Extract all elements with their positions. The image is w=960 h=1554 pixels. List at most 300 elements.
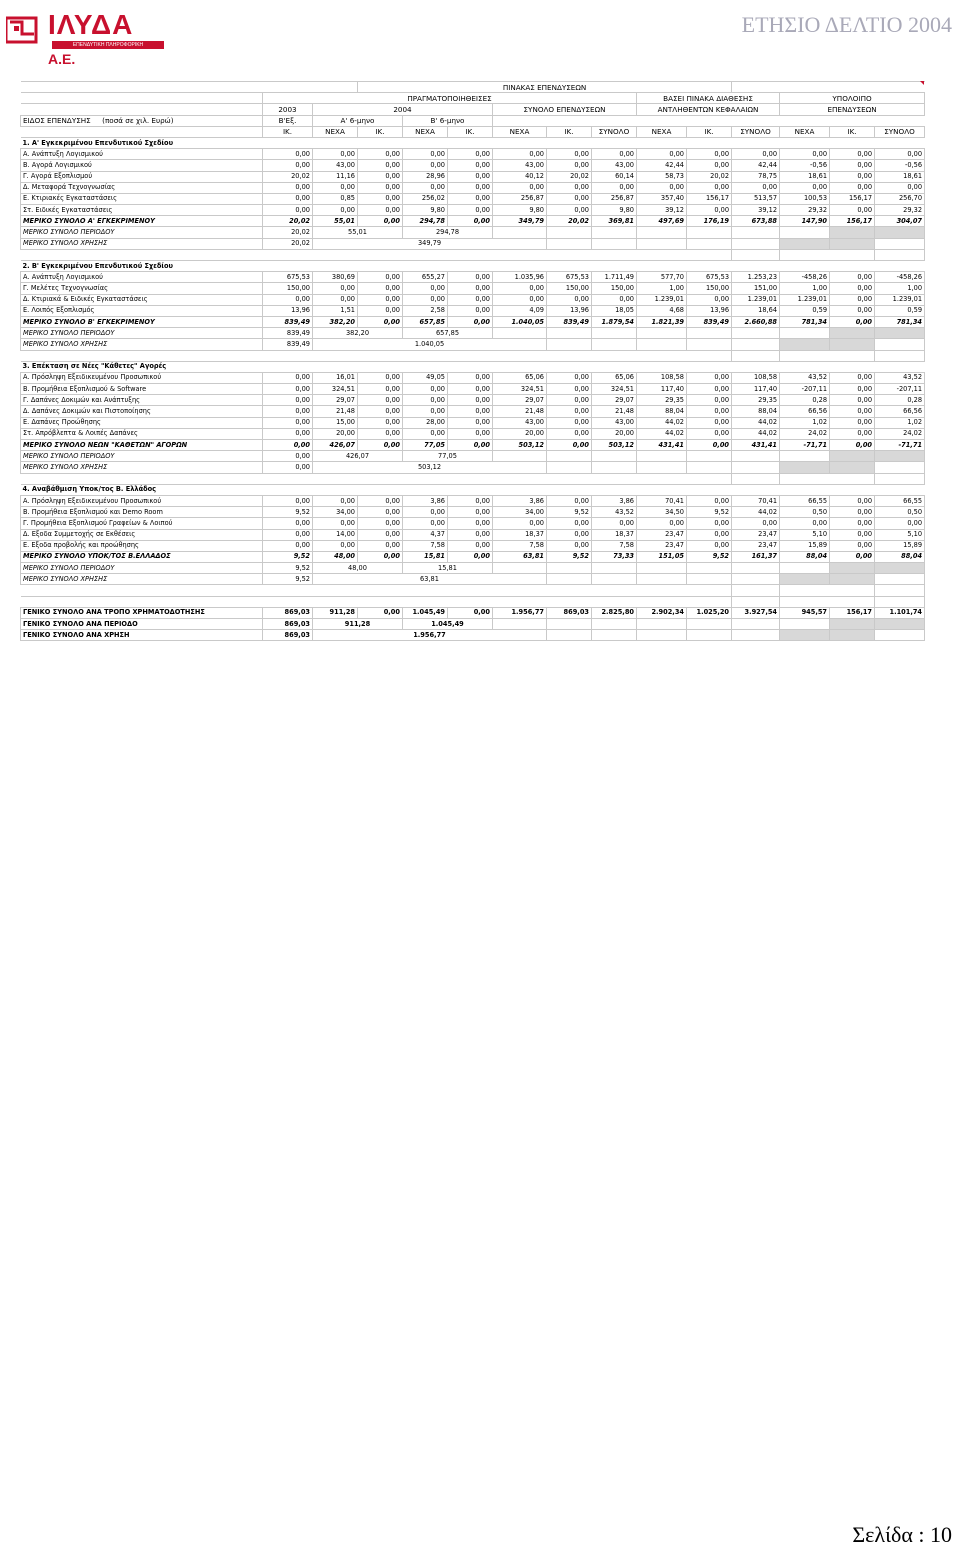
group-remaining-header: ΥΠΟΛΟΙΠΟ [780,93,925,104]
value-cell: 0,00 [830,395,875,406]
blank-cell [637,585,687,596]
value-cell: 0,00 [358,160,403,171]
value-cell: 0,00 [875,149,925,160]
value-cell: 869,03 [263,630,313,641]
value-cell: 0,00 [493,518,547,529]
value-cell: 1.239,01 [637,294,687,305]
value-cell: 0,00 [358,182,403,193]
blank-cell [547,574,592,585]
value-cell: 0,00 [780,149,830,160]
value-cell: 839,49 [263,316,313,327]
blank-cell [732,630,780,641]
value-cell: 839,49 [547,316,592,327]
col-header: ΣΥΝΟΛΟ [732,126,780,137]
usage-total-row [21,339,925,350]
blank-cell [313,585,358,596]
table-row [21,529,925,540]
value-cell: 324,51 [493,384,547,395]
value-cell: 1.821,39 [637,316,687,327]
investment-table [20,81,925,641]
value-cell: 0,00 [313,518,358,529]
value-cell: 40,12 [493,171,547,182]
blank-cell [687,339,732,350]
blank-cell [830,596,875,607]
value-cell: 0,00 [358,551,403,562]
value-cell: 0,00 [830,495,875,506]
value-cell: 0,00 [448,395,493,406]
blank-cell [732,563,780,574]
value-cell: 66,56 [875,406,925,417]
value-cell: 0,00 [403,294,448,305]
blank-cell [637,473,687,484]
value-cell: 382,20 [313,316,358,327]
value-cell: 0,00 [448,193,493,204]
value-cell: 20,02 [547,171,592,182]
table-row [21,428,925,439]
value-cell: 0,00 [448,495,493,506]
value-cell: 1.101,74 [875,607,925,618]
value-cell: 0,00 [448,540,493,551]
value-cell: 0,00 [448,305,493,316]
value-cell: 0,00 [547,149,592,160]
value-cell: 256,02 [403,193,448,204]
value-cell: 0,00 [830,182,875,193]
period-total-row [21,563,925,574]
value-cell: 0,00 [263,372,313,383]
value-cell: 0,00 [830,294,875,305]
value-cell: 21,48 [493,406,547,417]
value-cell: 0,00 [547,518,592,529]
value-cell: 63,81 [313,574,547,585]
col-header: ΣΥΝΟΛΟ [592,126,637,137]
blank-cell [358,249,403,260]
value-cell: 65,06 [493,372,547,383]
table-row [21,518,925,529]
value-cell: 513,57 [732,193,780,204]
value-cell: 43,00 [493,417,547,428]
value-cell: 0,50 [875,507,925,518]
value-cell: 3,86 [592,495,637,506]
semester-a-header: Α' 6-μηνο [313,115,403,126]
value-cell: 0,28 [780,395,830,406]
blank-cell [263,596,313,607]
value-cell: 0,00 [263,451,313,462]
group-remaining-header-2: ΕΠΕΝΔΥΣΕΩΝ [780,104,925,115]
value-cell: 0,00 [592,294,637,305]
value-cell: 0,00 [687,182,732,193]
blank-cell [780,451,830,462]
blank-cell [493,451,547,462]
value-cell: 0,00 [687,540,732,551]
value-cell: 0,00 [263,406,313,417]
col-header: ΙΚ. [830,126,875,137]
value-cell: 0,00 [263,495,313,506]
value-cell: 9,80 [403,205,448,216]
value-cell: 13,96 [687,305,732,316]
blank-cell [780,227,830,238]
usage-total-row [21,238,925,249]
value-cell: 0,00 [830,283,875,294]
value-cell: 11,16 [313,171,358,182]
value-cell: 9,80 [592,205,637,216]
value-cell: 0,00 [358,518,403,529]
value-cell: 0,00 [263,182,313,193]
value-cell: 147,90 [780,216,830,227]
blank-cell [687,563,732,574]
blank-cell [875,596,925,607]
value-cell: 0,00 [358,507,403,518]
value-cell: 781,34 [780,316,830,327]
blank-cell [830,451,875,462]
blank-cell [687,473,732,484]
value-cell: -71,71 [875,440,925,451]
blank-cell [547,350,592,361]
blank-cell [830,630,875,641]
value-cell: 426,07 [313,451,403,462]
blank-cell [547,451,592,462]
value-cell: 44,02 [637,417,687,428]
blank-cell [21,249,263,260]
value-cell: 58,73 [637,171,687,182]
value-cell: 0,00 [448,440,493,451]
value-cell: 13,96 [263,305,313,316]
value-cell: 0,00 [313,294,358,305]
blank-cell [830,227,875,238]
value-cell: 0,00 [403,507,448,518]
spacer-row [21,249,925,260]
value-cell: 0,00 [403,384,448,395]
value-cell: 108,58 [637,372,687,383]
spacer-row [21,473,925,484]
value-cell: 88,04 [875,551,925,562]
value-cell: 0,00 [263,149,313,160]
blank-cell [637,238,687,249]
column-header-row [21,126,925,137]
section-header-row [21,361,925,372]
value-cell: 911,28 [313,607,358,618]
blank-cell [875,350,925,361]
value-cell: 44,02 [637,428,687,439]
value-cell: 20,00 [493,428,547,439]
blank-cell [637,563,687,574]
value-cell: 49,05 [403,372,448,383]
section-title: 3. Επέκταση σε Νέες "Κάθετες" Αγορές [21,361,925,372]
value-cell: 0,00 [687,395,732,406]
row-label: ΓΕΝΙΚΟ ΣΥΝΟΛΟ ΑΝΑ ΠΕΡΙΟΔΟ [21,619,263,630]
corner-marker-icon [920,81,924,85]
value-cell: 55,01 [313,227,403,238]
value-cell: 0,00 [358,149,403,160]
blank-cell [780,238,830,249]
value-cell: 0,00 [358,540,403,551]
value-cell: 0,00 [263,540,313,551]
value-cell: 0,00 [547,529,592,540]
value-cell: 0,00 [263,160,313,171]
value-cell: 3,86 [493,495,547,506]
blank-cell [875,249,925,260]
value-cell: 0,59 [780,305,830,316]
value-cell: 29,35 [732,395,780,406]
usage-total-row [21,574,925,585]
section-title: 4. Αναβάθμιση Υποκ/τος Β. Ελλάδος [21,484,925,495]
row-label: Γ. Δαπάνες Δοκιμών και Ανάπτυξης [21,395,263,406]
blank-cell [875,630,925,641]
blank-cell [21,585,263,596]
value-cell: 0,00 [732,149,780,160]
blank-cell [637,328,687,339]
row-label: ΜΕΡΙΚΟ ΣΥΝΟΛΟ ΧΡΗΣΗΣ [21,462,263,473]
row-label: Στ. Απρόβλεπτα & Λοιπές Δαπάνες [21,428,263,439]
value-cell: 0,00 [687,372,732,383]
value-cell: 657,85 [403,328,493,339]
value-cell: 304,07 [875,216,925,227]
value-cell: 0,00 [448,384,493,395]
value-cell: 0,00 [830,272,875,283]
blank-cell [637,227,687,238]
col-header: ΝΕΧΑ [637,126,687,137]
blank-cell [403,350,448,361]
value-cell: 0,00 [313,283,358,294]
col-header: ΝΕΧΑ [313,126,358,137]
value-cell: 150,00 [687,283,732,294]
blank-cell [780,574,830,585]
blank-cell [830,585,875,596]
value-cell: 382,20 [313,328,403,339]
blank-cell [687,619,732,630]
value-cell: 66,55 [875,495,925,506]
value-cell: 655,27 [403,272,448,283]
row-label: Γ. Μελέτες Τεχνογνωσίας [21,283,263,294]
section-header-row [21,261,925,272]
table-row [21,294,925,305]
col-header: ΙΚ. [358,126,403,137]
blank-cell [547,630,592,641]
value-cell: 0,00 [263,440,313,451]
blank-cell [830,462,875,473]
blank-cell [637,574,687,585]
subtotal-row [21,316,925,327]
value-cell: 0,00 [313,182,358,193]
value-cell: 34,00 [313,507,358,518]
blank-cell [637,249,687,260]
blank-cell [732,339,780,350]
col-header: ΙΚ. [687,126,732,137]
value-cell: 0,00 [358,193,403,204]
table-row [21,384,925,395]
row-label: Ε. Δαπάνες Προώθησης [21,417,263,428]
blank-cell [875,328,925,339]
blank-cell [875,619,925,630]
value-cell: 0,00 [448,160,493,171]
value-cell: 0,00 [687,428,732,439]
value-cell: 88,04 [780,551,830,562]
blank-cell [448,473,493,484]
blank-cell [493,350,547,361]
value-cell: 0,00 [448,272,493,283]
value-cell: 503,12 [313,462,547,473]
value-cell: 1.956,77 [493,607,547,618]
value-cell: 20,02 [263,227,313,238]
table-row [21,272,925,283]
value-cell: 1.025,20 [687,607,732,618]
blank-cell [592,630,637,641]
blank-cell [547,462,592,473]
value-cell: 44,02 [732,507,780,518]
value-cell: 1.239,01 [780,294,830,305]
value-cell: 2.825,80 [592,607,637,618]
blank-cell [547,249,592,260]
group-realized-header: ΠΡΑΓΜΑΤΟΠΟΙΗΘΕΙΣΕΣ [263,93,637,104]
row-label: Α. Πρόσληψη Εξειδικευμένου Προσωπικού [21,495,263,506]
value-cell: 0,00 [358,283,403,294]
value-cell: 431,41 [732,440,780,451]
value-cell: 9,80 [493,205,547,216]
value-cell: 18,64 [732,305,780,316]
col-header: ΙΚ. [547,126,592,137]
value-cell: 0,50 [780,507,830,518]
value-cell: 9,52 [547,551,592,562]
value-cell: 18,37 [493,529,547,540]
value-cell: 0,00 [403,149,448,160]
blank-cell [21,596,263,607]
row-label: ΜΕΡΙΚΟ ΣΥΝΟΛΟ ΠΕΡΙΟΔΟΥ [21,227,263,238]
value-cell: 9,52 [263,507,313,518]
row-label: Ε. Κτιριακές Εγκαταστάσεις [21,193,263,204]
type-label-cell: ΕΙΔΟΣ ΕΠΕΝΔΥΣΗΣ (ποσά σε χιλ. Ευρώ) [21,115,263,126]
value-cell: 0,00 [403,182,448,193]
value-cell: 324,51 [313,384,358,395]
value-cell: 70,41 [732,495,780,506]
blank-cell [732,249,780,260]
value-cell: 0,00 [448,607,493,618]
value-cell: 0,00 [830,406,875,417]
value-cell: 23,47 [637,540,687,551]
blank-cell [547,596,592,607]
value-cell: 0,00 [263,395,313,406]
blank-cell [448,350,493,361]
row-label: ΜΕΡΙΚΟ ΣΥΝΟΛΟ ΠΕΡΙΟΔΟΥ [21,451,263,462]
value-cell: 20,02 [547,216,592,227]
blank-cell [358,596,403,607]
row-label: ΜΕΡΙΚΟ ΣΥΝΟΛΟ ΥΠΟΚ/ΤΟΣ Β.ΕΛΛΑΔΟΣ [21,551,263,562]
value-cell: -458,26 [780,272,830,283]
value-cell: 1,51 [313,305,358,316]
blank-cell [732,462,780,473]
blank-cell [780,249,830,260]
blank-cell [547,227,592,238]
value-cell: 1.956,77 [313,630,547,641]
row-label: Δ. Εξοδα Συμμετοχής σε Εκθέσεις [21,529,263,540]
blank-cell [21,350,263,361]
blank-cell [547,585,592,596]
table-row [21,160,925,171]
value-cell: 0,00 [358,384,403,395]
value-cell: -0,56 [875,160,925,171]
value-cell: 43,00 [592,160,637,171]
value-cell: 0,00 [448,205,493,216]
value-cell: 20,02 [263,216,313,227]
value-cell: 1,00 [637,283,687,294]
blank-cell [592,585,637,596]
value-cell: 0,00 [403,406,448,417]
row-label: Β. Αγορά Λογισμικού [21,160,263,171]
blank-cell [592,451,637,462]
value-cell: 349,79 [493,216,547,227]
value-cell: 65,06 [592,372,637,383]
blank-cell [687,630,732,641]
value-cell: 0,00 [448,406,493,417]
blank-cell [732,451,780,462]
blank-cell [592,227,637,238]
value-cell: 675,53 [687,272,732,283]
logo-mark-icon [6,14,40,44]
value-cell: 9,52 [687,507,732,518]
period-total-row [21,328,925,339]
table-row [21,406,925,417]
blank-cell [875,574,925,585]
row-label: Δ. Κτιριακά & Ειδικές Εγκαταστάσεις [21,294,263,305]
blank-cell [592,596,637,607]
value-cell: 156,17 [830,216,875,227]
value-cell: 0,00 [687,495,732,506]
value-cell: 43,00 [313,160,358,171]
blank-cell [732,619,780,630]
value-cell: 34,00 [493,507,547,518]
value-cell: 0,00 [448,294,493,305]
blank-cell [732,473,780,484]
value-cell: 0,00 [732,518,780,529]
blank-cell [263,473,313,484]
value-cell: 28,00 [403,417,448,428]
blank-cell [830,619,875,630]
value-cell: 0,00 [547,395,592,406]
value-cell: 66,56 [780,406,830,417]
value-cell: 0,00 [403,395,448,406]
blank-cell [687,596,732,607]
blank-cell [687,574,732,585]
value-cell: 23,47 [732,529,780,540]
value-cell: 0,00 [448,182,493,193]
value-cell: 294,78 [403,216,448,227]
blank-cell [358,473,403,484]
blank-cell [875,585,925,596]
value-cell: 0,00 [448,316,493,327]
value-cell: 13,96 [547,305,592,316]
value-cell: 1.253,23 [732,272,780,283]
value-cell: 7,58 [403,540,448,551]
value-cell: 0,00 [732,182,780,193]
value-cell: 0,00 [547,193,592,204]
value-cell: -207,11 [875,384,925,395]
value-cell: 15,89 [780,540,830,551]
value-cell: 426,07 [313,440,358,451]
value-cell: 9,52 [687,551,732,562]
value-cell: 0,00 [592,182,637,193]
value-cell: 48,00 [313,563,403,574]
value-cell: 29,35 [637,395,687,406]
blank-cell [687,249,732,260]
blank-cell [830,238,875,249]
value-cell: 42,44 [637,160,687,171]
value-cell: 0,00 [687,160,732,171]
value-cell: 0,00 [780,182,830,193]
value-cell: 3.927,54 [732,607,780,618]
value-cell: 675,53 [547,272,592,283]
blank-cell [732,350,780,361]
value-cell: 23,47 [732,540,780,551]
blank-cell [448,596,493,607]
blank-cell [687,350,732,361]
